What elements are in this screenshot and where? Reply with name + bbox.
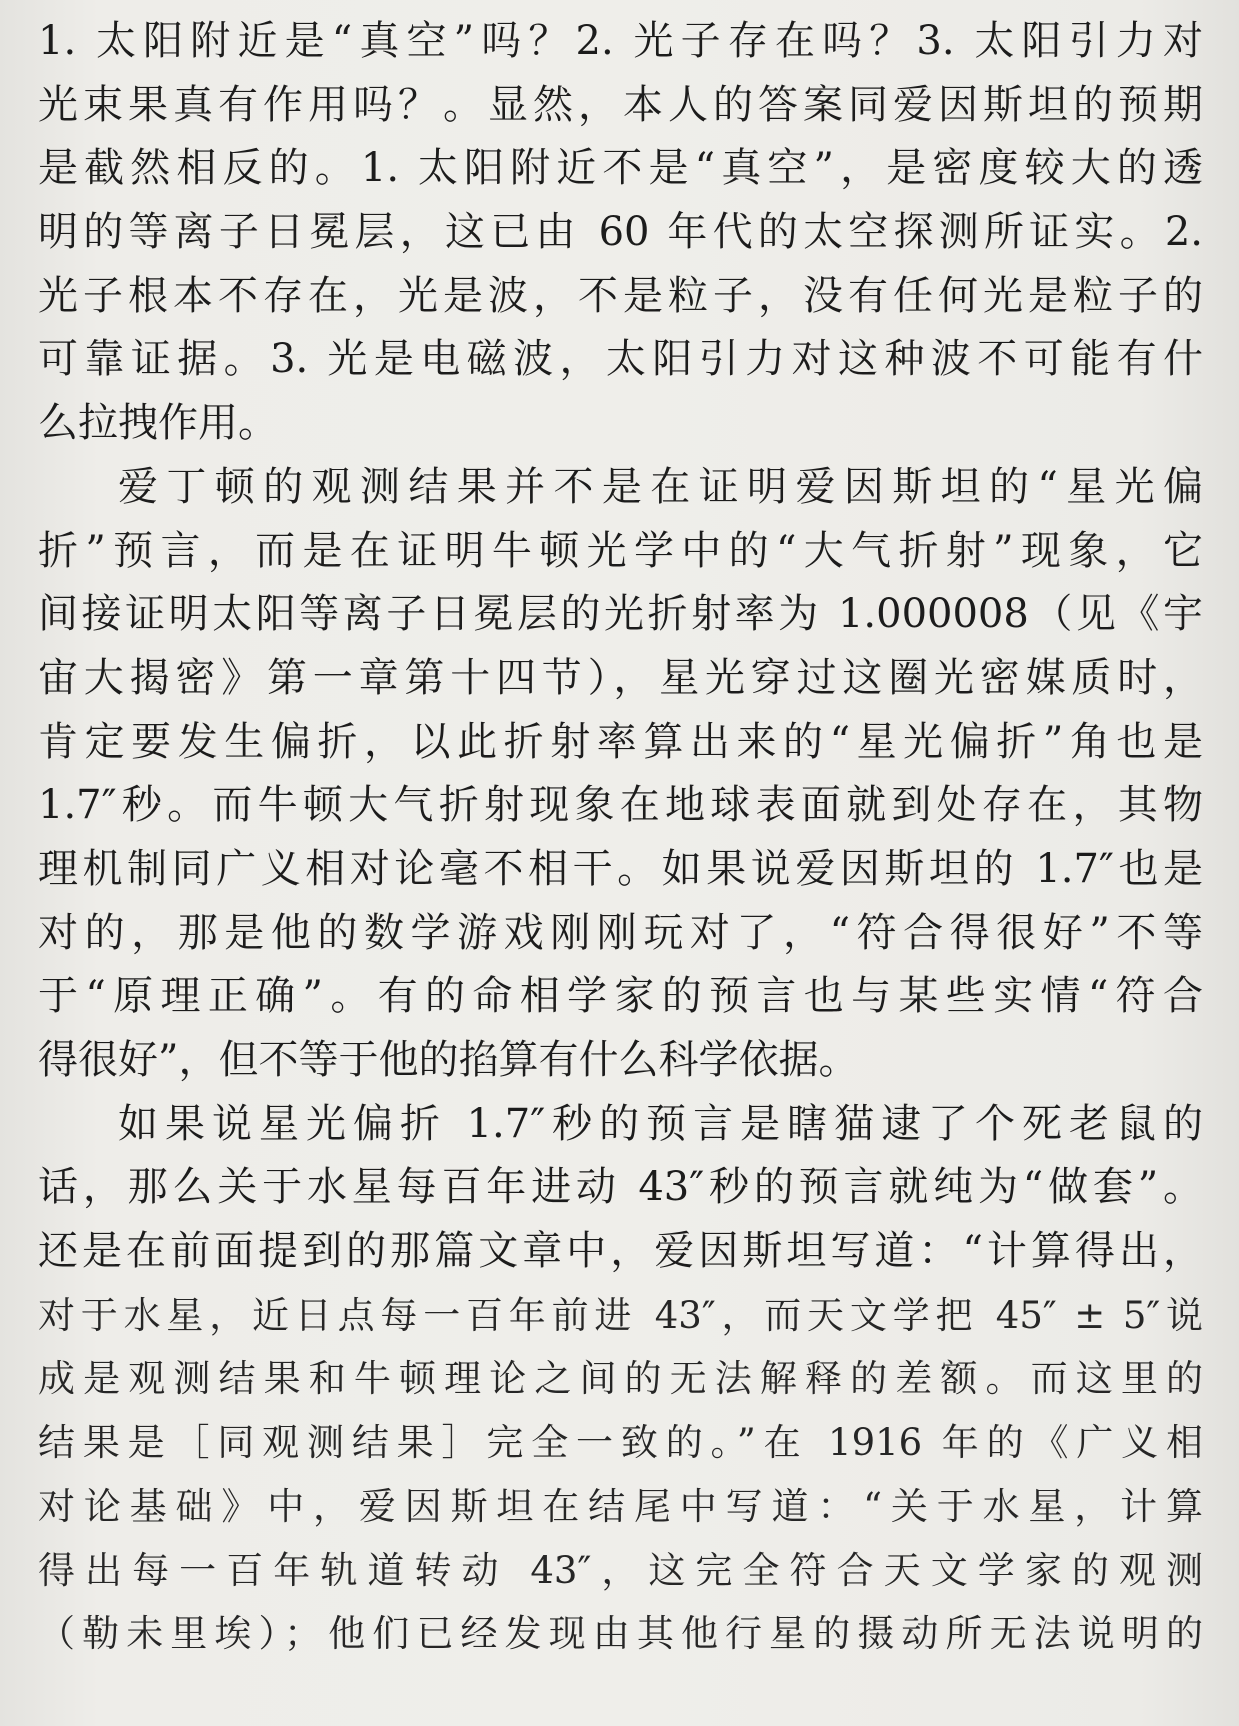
text-line: 对的，那是他的数学游戏刚刚玩对了，“符合得很好”不等: [38, 909, 1203, 956]
body-text: [38, 10, 1203, 1666]
quote-line: （勒未里埃）；他们已经发现由其他行星的摄动所无法说明的: [38, 1612, 1203, 1656]
text-line: 还是在前面提到的那篇文章中，爱因斯坦写道：“计算得出，: [38, 1228, 1203, 1275]
text-line: 1.7″秒。而牛顿大气折射现象在地球表面就到处存在，其物: [38, 782, 1203, 829]
text-line: 宙大揭密》第一章第十四节），星光穿过这圈光密媒质时，: [38, 654, 1203, 701]
quote-line: 对于水星，近日点每一百年前进 43″，而天文学把 45″ ± 5″说: [38, 1293, 1203, 1337]
text-line: 明的等离子日冕层，这已由 60 年代的太空探测所证实。2.: [38, 209, 1203, 256]
text-line: 是截然相反的。1. 太阳附近不是“真空”，是密度较大的透: [38, 145, 1203, 192]
quote-line: 得出每一百年轨道转动 43″，这完全符合天文学家的观测: [38, 1548, 1203, 1592]
quote-line: 成是观测结果和牛顿理论之间的无法解释的差额。而这里的: [38, 1357, 1203, 1401]
text-line: 肯定要发生偏折，以此折射率算出来的“星光偏折”角也是: [38, 718, 1203, 765]
text-line: 话，那么关于水星每百年进动 43″秒的预言就纯为“做套”。: [38, 1164, 1203, 1211]
text-line: 光子根本不存在，光是波，不是粒子，没有任何光是粒子的: [38, 272, 1203, 319]
quote-line: 对论基础》中，爱因斯坦在结尾中写道：“关于水星，计算: [38, 1484, 1203, 1528]
text-line: 理机制同广义相对论毫不相干。如果说爱因斯坦的 1.7″也是: [38, 845, 1203, 892]
text-line: 光束果真有作用吗？。显然，本人的答案同爱因斯坦的预期: [38, 81, 1203, 128]
quote-line: 结果是［同观测结果］完全一致的。”在 1916 年的《广义相: [38, 1421, 1203, 1465]
text-line: 于“原理正确”。有的命相学家的预言也与某些实情“符合: [38, 973, 1203, 1020]
text-line: 得很好”，但不等于他的掐算有什么科学依据。: [38, 1037, 859, 1083]
text-line: 间接证明太阳等离子日冕层的光折射率为 1.000008（见《宇: [38, 591, 1203, 638]
text-line: 可靠证据。3. 光是电磁波，太阳引力对这种波不可能有什: [38, 336, 1203, 383]
text-line: 折”预言，而是在证明牛顿光学中的“大气折射”现象，它: [38, 527, 1203, 574]
paragraph-start-line: 爱丁顿的观测结果并不是在证明爱因斯坦的“星光偏: [118, 463, 1203, 510]
text-line: 1. 太阳附近是“真空”吗？2. 光子存在吗？3. 太阳引力对: [38, 18, 1203, 64]
paragraph-start-line: 如果说星光偏折 1.7″秒的预言是瞎猫逮了个死老鼠的: [118, 1100, 1203, 1147]
text-line: 么拉拽作用。: [38, 400, 278, 447]
